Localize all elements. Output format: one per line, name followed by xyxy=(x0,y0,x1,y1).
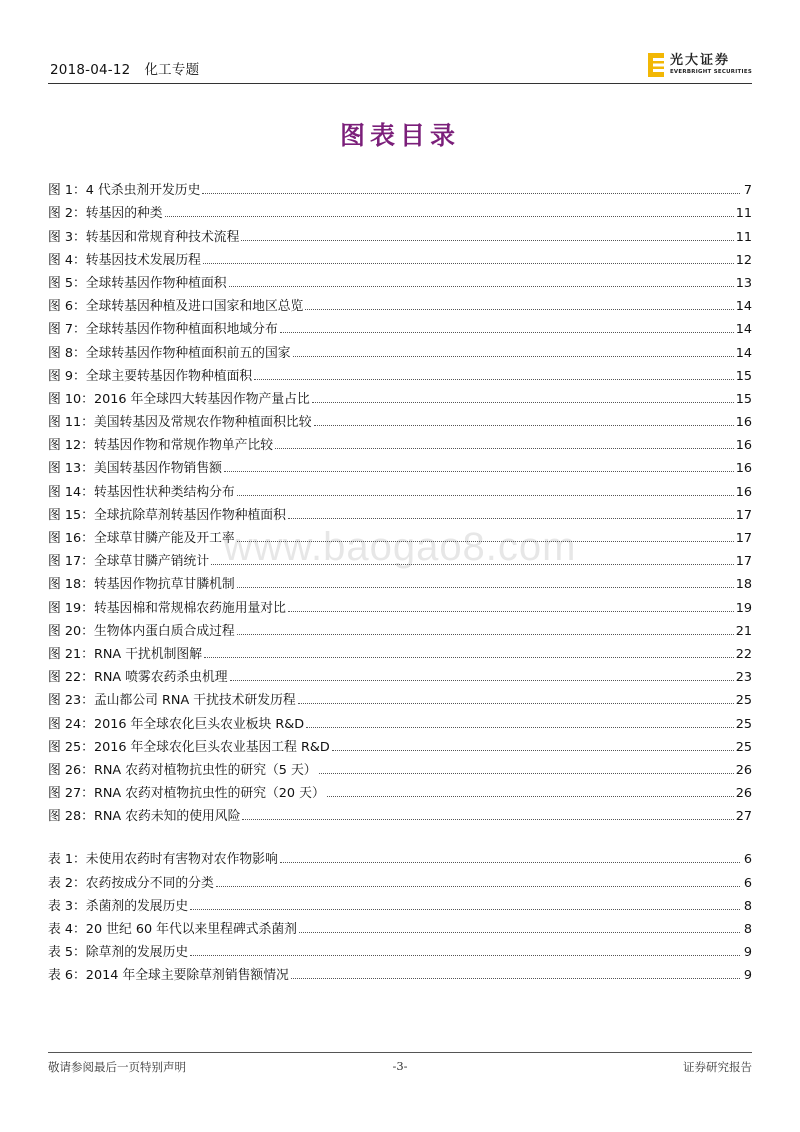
dot-leader xyxy=(312,401,734,403)
figure-entry[interactable] xyxy=(48,592,752,615)
toc-entry-page: 14 xyxy=(735,299,752,315)
toc-entry-label: 图 19：转基因棉和常规棉农药施用量对比 xyxy=(48,600,286,616)
figure-entry[interactable] xyxy=(48,291,752,314)
toc-entry-label: 图 26：RNA 农药对植物抗虫性的研究（5 天） xyxy=(48,762,317,778)
toc-entry-page: 22 xyxy=(735,646,752,662)
toc-entry-page: 15 xyxy=(735,368,752,384)
toc-entry-page: 14 xyxy=(735,345,752,361)
toc-entry-page: 9 xyxy=(743,945,752,961)
toc-entry-page: 21 xyxy=(735,623,752,639)
toc-entry-page: 18 xyxy=(735,577,752,593)
figure-entry[interactable] xyxy=(48,337,752,360)
dot-leader xyxy=(237,494,734,496)
figure-entry[interactable] xyxy=(48,268,752,291)
toc-entry-page: 6 xyxy=(743,875,752,891)
report-date: 2018-04-12 xyxy=(50,62,131,78)
table-entry[interactable] xyxy=(48,937,752,960)
table-entry[interactable] xyxy=(48,891,752,914)
toc-entry-page: 16 xyxy=(735,461,752,477)
table-entry[interactable] xyxy=(48,867,752,890)
dot-leader xyxy=(305,308,733,310)
figure-entry[interactable] xyxy=(48,616,752,639)
figure-entry[interactable] xyxy=(48,430,752,453)
figure-entry[interactable] xyxy=(48,198,752,221)
toc-entry-page: 8 xyxy=(743,898,752,914)
dot-leader xyxy=(298,702,734,704)
dot-leader xyxy=(291,977,740,979)
figure-entry[interactable] xyxy=(48,407,752,430)
toc-entry-page: 26 xyxy=(735,762,752,778)
dot-leader xyxy=(280,861,740,863)
dot-leader xyxy=(241,239,733,241)
toc-entry-label: 表 1：未使用农药时有害物对农作物影响 xyxy=(48,852,278,868)
toc-entry-page: 17 xyxy=(735,531,752,546)
logo-chinese-name: 光大证券 xyxy=(669,53,730,69)
dot-leader xyxy=(327,795,734,797)
toc-entry-page: 6 xyxy=(743,852,752,868)
dot-leader xyxy=(211,563,734,565)
figure-entry[interactable] xyxy=(48,801,752,824)
figure-entry[interactable] xyxy=(48,500,752,523)
toc-entry-label: 图 23：孟山都公司 RNA 干扰技术研发历程 xyxy=(48,693,296,709)
figure-entry[interactable] xyxy=(48,175,752,198)
dot-leader xyxy=(230,679,734,681)
toc-entry-label: 图 8：全球转基因作物种植面积前五的国家 xyxy=(48,345,291,361)
footer-report-label: 证券研究报告 xyxy=(683,1060,752,1074)
dot-leader xyxy=(203,262,734,264)
report-type: 化工专题 xyxy=(144,62,200,78)
figure-entry[interactable] xyxy=(48,708,752,731)
toc-entry-page: 17 xyxy=(735,554,752,570)
figure-entry[interactable] xyxy=(48,476,752,499)
table-entry[interactable] xyxy=(48,844,752,867)
dot-leader xyxy=(202,192,740,194)
dot-leader xyxy=(237,633,734,635)
toc-entry-label: 表 5：除草剂的发展历史 xyxy=(48,945,189,961)
toc-entry-label: 图 25：2016 年全球农化巨头农业基因工程 R&D xyxy=(48,739,330,755)
dot-leader xyxy=(229,285,734,287)
toc-entry-page: 8 xyxy=(743,922,752,937)
toc-entry-page: 15 xyxy=(735,391,752,407)
figure-entry[interactable] xyxy=(48,685,752,708)
everbright-logo-icon xyxy=(648,53,664,77)
toc-entry-page: 27 xyxy=(735,809,752,825)
dot-leader xyxy=(275,447,734,449)
toc-entry-label: 图 28：RNA 农药未知的使用风险 xyxy=(48,809,241,825)
toc-entry-page: 19 xyxy=(735,600,752,616)
figure-entry[interactable] xyxy=(48,221,752,244)
figure-entry[interactable] xyxy=(48,384,752,407)
toc-entry-label: 图 7：全球转基因作物种植面积地域分布 xyxy=(48,322,278,338)
toc-entry-page: 25 xyxy=(735,693,752,709)
header-info xyxy=(50,58,199,78)
dot-leader xyxy=(237,586,734,588)
figure-entry[interactable] xyxy=(48,569,752,592)
toc-entry-page: 26 xyxy=(735,786,752,802)
toc-entry-label: 图 5：全球转基因作物种植面积 xyxy=(48,275,227,291)
page-number: -3- xyxy=(392,1059,408,1073)
toc-entry-page: 23 xyxy=(735,670,752,686)
figure-entry[interactable] xyxy=(48,639,752,662)
toc-entry-label: 图 24：2016 年全球农化巨头农业板块 R&D xyxy=(48,716,305,732)
toc-entry-page: 13 xyxy=(735,275,752,291)
figure-entry[interactable] xyxy=(48,755,752,778)
toc-entry-label: 表 2：农药按成分不同的分类 xyxy=(48,875,214,891)
page-title: 图表目录 xyxy=(339,121,460,150)
toc-entry-label: 图 3：转基因和常规育种技术流程 xyxy=(48,229,240,245)
dot-leader xyxy=(204,656,734,658)
toc-entry-page: 12 xyxy=(735,252,752,268)
table-of-figures xyxy=(48,175,752,983)
footer-divider xyxy=(48,1052,752,1053)
toc-entry-page: 16 xyxy=(735,415,752,431)
figure-entry[interactable] xyxy=(48,732,752,755)
dot-leader xyxy=(314,424,734,426)
toc-entry-label: 图 13：美国转基因作物销售额 xyxy=(48,461,222,477)
dot-leader xyxy=(190,908,740,910)
dot-leader xyxy=(306,726,734,728)
figure-entry[interactable] xyxy=(48,314,752,337)
toc-entry-label: 图 10：2016 年全球四大转基因作物产量占比 xyxy=(48,391,310,407)
dot-leader xyxy=(216,885,740,887)
dot-leader xyxy=(299,931,740,933)
toc-entry-label: 图 9：全球主要转基因作物种植面积 xyxy=(48,368,253,384)
toc-entry-page: 14 xyxy=(735,322,752,338)
toc-entry-label: 表 6：2014 年全球主要除草剂销售额情况 xyxy=(48,968,289,984)
dot-leader xyxy=(242,818,733,820)
figure-entry[interactable] xyxy=(48,453,752,476)
dot-leader xyxy=(332,749,734,751)
dot-leader xyxy=(319,772,734,774)
toc-entry-page: 11 xyxy=(735,229,752,245)
dot-leader xyxy=(224,470,734,472)
table-entry[interactable] xyxy=(48,914,752,937)
toc-entry-label: 图 11：美国转基因及常规农作物种植面积比较 xyxy=(48,415,312,431)
dot-leader xyxy=(190,954,740,956)
toc-entry-label: 图 1：4 代杀虫剂开发历史 xyxy=(48,183,201,199)
page-footer xyxy=(48,1052,752,1082)
toc-entry-page: 9 xyxy=(743,968,752,984)
toc-entry-page: 11 xyxy=(735,206,752,222)
toc-entry-page: 7 xyxy=(743,183,752,199)
toc-entry-page: 16 xyxy=(735,438,752,454)
toc-entry-label: 图 16：全球草甘膦产能及开工率 xyxy=(48,531,235,546)
footer-disclaimer: 敬请参阅最后一页特别声明 xyxy=(48,1060,186,1074)
toc-entry-label: 表 3：杀菌剂的发展历史 xyxy=(48,898,189,914)
toc-entry-page: 17 xyxy=(735,507,752,523)
watermark: www.baogao8.com xyxy=(223,525,577,569)
dot-leader xyxy=(280,331,734,333)
toc-entry-label: 图 18：转基因作物抗草甘膦机制 xyxy=(48,577,235,593)
toc-entry-label: 图 6：全球转基因种植及进口国家和地区总览 xyxy=(48,299,304,315)
figures-list xyxy=(48,175,752,824)
header-divider xyxy=(48,83,752,84)
everbright-logo xyxy=(648,52,752,78)
dot-leader xyxy=(237,540,734,542)
toc-entry-page: 25 xyxy=(735,716,752,732)
logo-english-name: EVERBRIGHT SECURITIES xyxy=(669,69,752,76)
toc-entry-label: 图 12：转基因作物和常规作物单产比较 xyxy=(48,438,274,454)
toc-entry-page: 16 xyxy=(735,484,752,500)
toc-entry-label: 图 2：转基因的种类 xyxy=(48,206,163,222)
toc-entry-label: 表 4：20 世纪 60 年代以来里程碑式杀菌剂 xyxy=(48,922,297,937)
figure-entry[interactable] xyxy=(48,245,752,268)
dot-leader xyxy=(293,355,734,357)
dot-leader xyxy=(254,378,734,380)
dot-leader xyxy=(288,610,734,612)
toc-entry-label: 图 20：生物体内蛋白质合成过程 xyxy=(48,623,235,639)
figure-entry[interactable] xyxy=(48,361,752,384)
toc-entry-label: 图 4：转基因技术发展历程 xyxy=(48,252,201,268)
figure-entry[interactable] xyxy=(48,546,752,569)
figure-entry[interactable] xyxy=(48,778,752,801)
toc-entry-label: 图 15：全球抗除草剂转基因作物种植面积 xyxy=(48,507,286,523)
figure-entry[interactable] xyxy=(48,523,752,546)
table-entry[interactable] xyxy=(48,960,752,983)
toc-entry-label: 图 17：全球草甘膦产销统计 xyxy=(48,554,210,570)
page-header xyxy=(48,48,752,84)
figure-entry[interactable] xyxy=(48,662,752,685)
tables-list xyxy=(48,844,752,983)
dot-leader xyxy=(288,517,734,519)
list-gap xyxy=(48,824,752,844)
toc-entry-label: 图 14：转基因性状种类结构分布 xyxy=(48,484,235,500)
toc-entry-page: 25 xyxy=(735,739,752,755)
toc-entry-label: 图 27：RNA 农药对植物抗虫性的研究（20 天） xyxy=(48,786,325,802)
dot-leader xyxy=(165,215,734,217)
toc-entry-label: 图 21：RNA 干扰机制图解 xyxy=(48,646,203,662)
toc-entry-label: 图 22：RNA 喷雾农药杀虫机理 xyxy=(48,670,228,686)
